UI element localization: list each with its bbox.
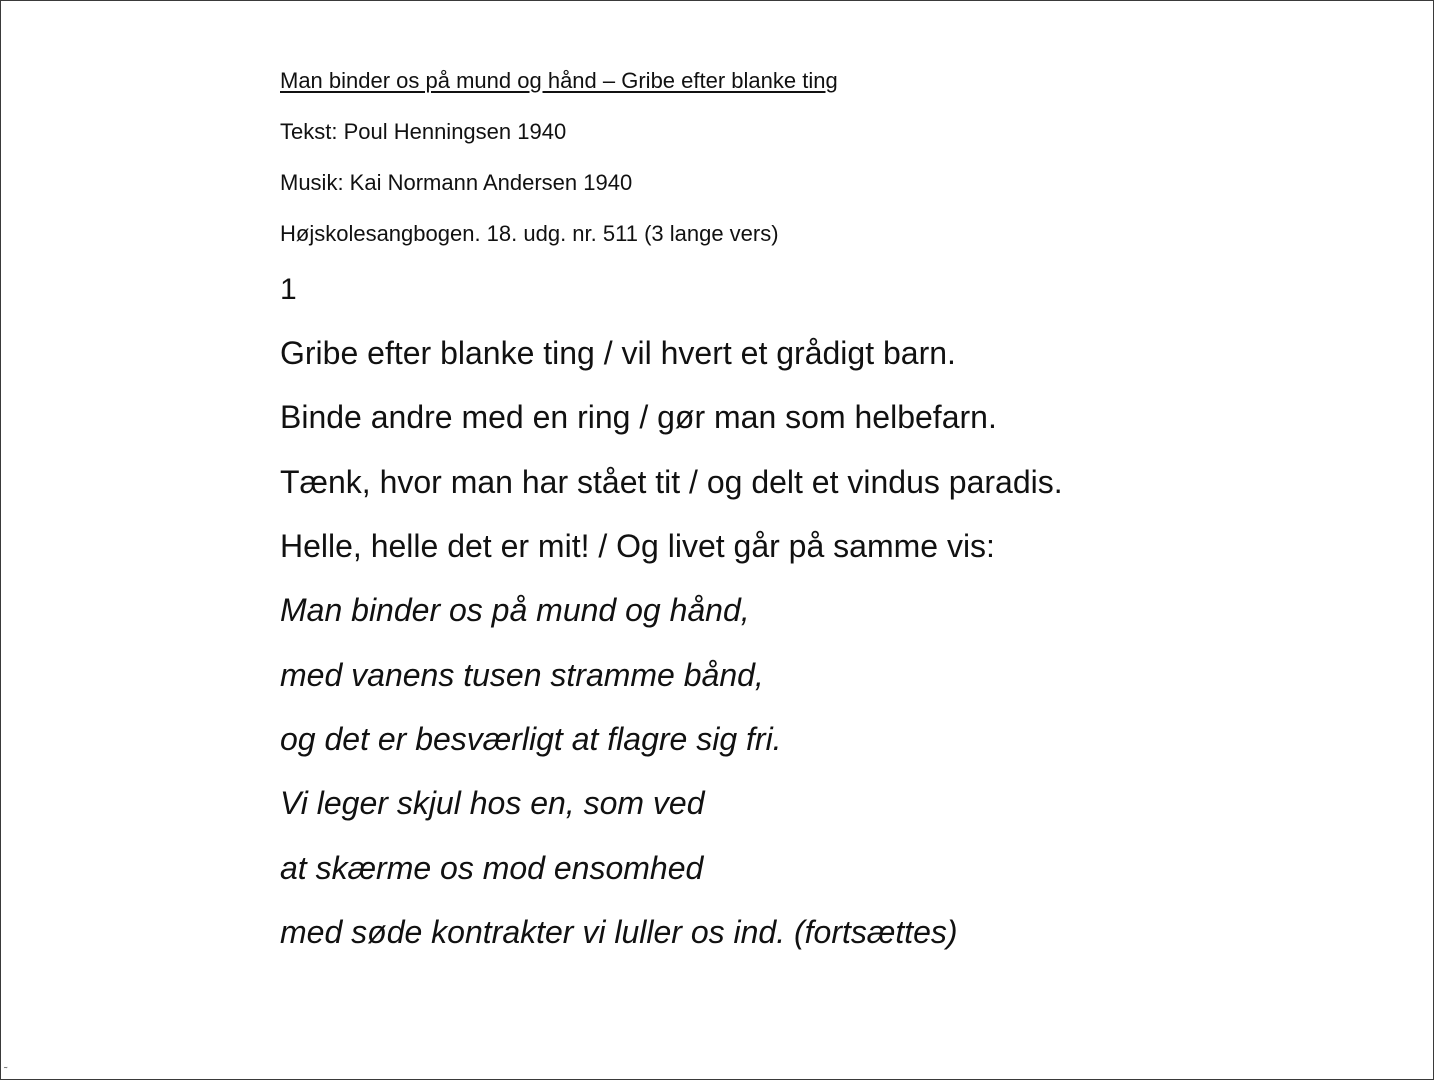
refrain-line: med søde kontrakter vi luller os ind. (fortsættes) [280,914,958,950]
refrain-line: Man binder os på mund og hånd, [280,592,750,628]
verse-line: Binde andre med en ring / gør man som helbefarn. [280,399,997,435]
document-page [280,0,1280,1080]
refrain-line: at skærme os mod ensomhed [280,850,704,886]
verse-line: Tænk, hvor man har stået tit / og delt et vindus paradis. [280,464,1063,500]
music-credit: Musik: Kai Normann Andersen 1940 [280,170,633,195]
verse-line: Helle, helle det er mit! / Og livet går på samme vis: [280,528,995,564]
song-title: Man binder os på mund og hånd – Gribe efter blanke ting [280,68,838,93]
refrain-line: og det er besværligt at flagre sig fri. [280,721,782,757]
text-credit: Tekst: Poul Henningsen 1940 [280,119,567,144]
scan-artifact: ˜ [4,1066,8,1077]
refrain-line: med vanens tusen stramme bånd, [280,657,764,693]
source-reference: Højskolesangbogen. 18. udg. nr. 511 (3 lange vers) [280,221,779,246]
verse-line: Gribe efter blanke ting / vil hvert et grådigt barn. [280,335,956,371]
verse-number: 1 [280,273,297,306]
refrain-line: Vi leger skjul hos en, som ved [280,785,705,821]
